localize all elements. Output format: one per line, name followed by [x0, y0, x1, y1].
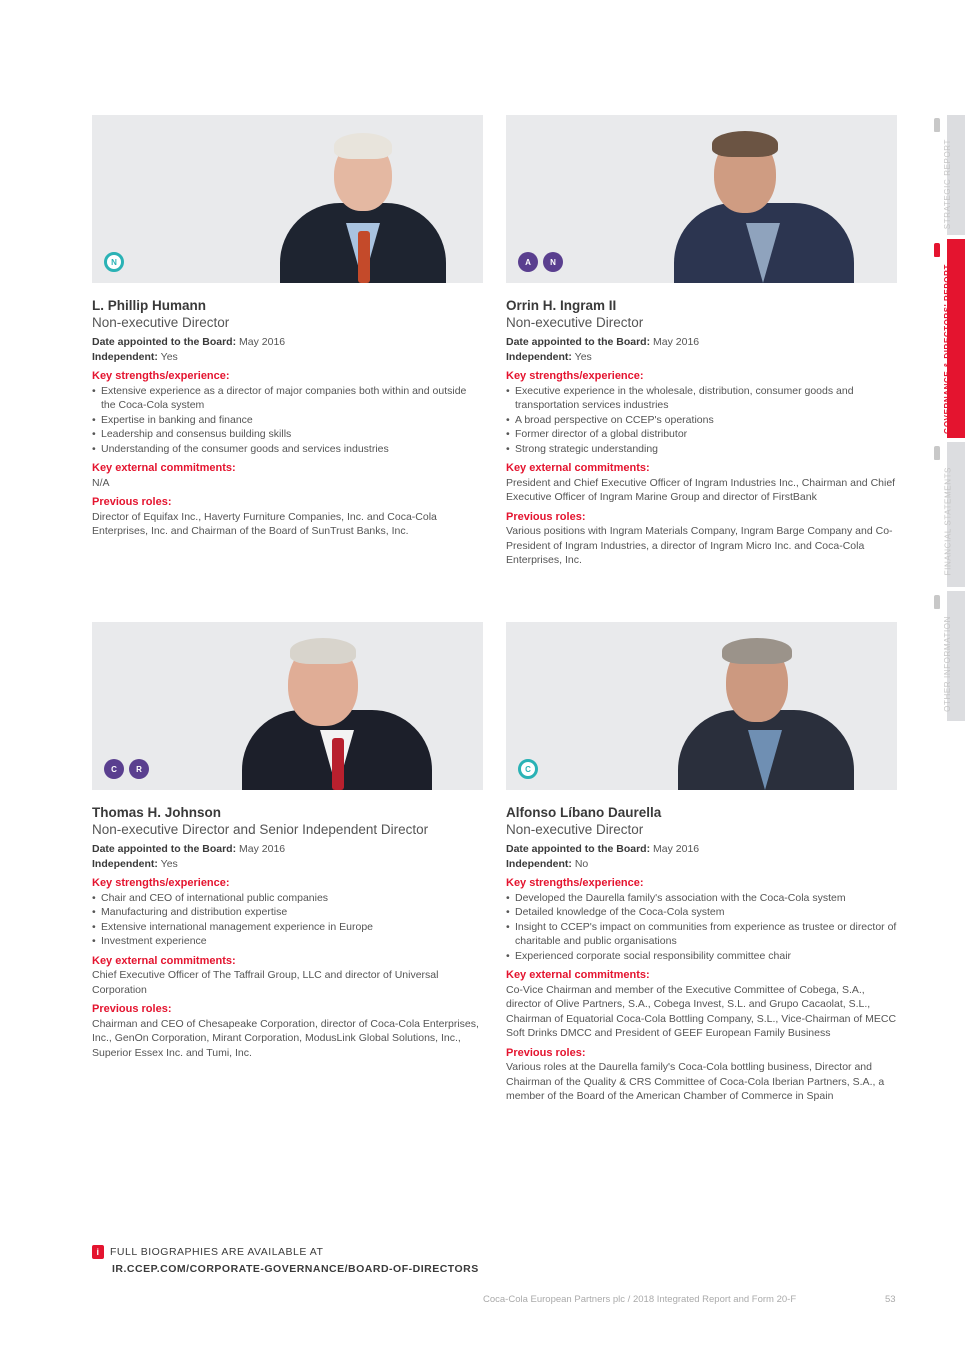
biographies-note: i FULL BIOGRAPHIES ARE AVAILABLE AT [92, 1245, 323, 1259]
director-name: Orrin H. Ingram II [506, 298, 617, 313]
date-appointed: Date appointed to the Board: May 2016 [92, 843, 286, 855]
previous-roles-heading: Previous roles: [92, 1003, 172, 1015]
director-card-ingram [506, 115, 897, 568]
director-photo [506, 622, 897, 790]
publication-title: Coca-Cola European Partners plc / 2018 Integrated Report and Form 20-F [483, 1294, 797, 1305]
commitments-text: Chief Executive Officer of The Taffrail Group, LLC and director of Universal Corporation [92, 969, 439, 996]
commitments-heading: Key external commitments: [506, 969, 650, 981]
date-appointed: Date appointed to the Board: May 2016 [92, 336, 286, 348]
list-item: • Investment experience [92, 934, 483, 949]
list-item: • Leadership and consensus building skills [92, 427, 483, 442]
strengths-heading: Key strengths/experience: [92, 370, 230, 382]
list-item: • Experienced corporate social responsibility committee chair [506, 949, 897, 964]
strengths-list [506, 891, 897, 964]
list-item: • Understanding of the consumer goods and services industries [92, 442, 483, 457]
biographies-link[interactable]: IR.CCEP.COM/CORPORATE-GOVERNANCE/BOARD-OF-DIRECTORS [112, 1263, 479, 1275]
director-name: Thomas H. Johnson [92, 805, 222, 820]
director-photo [506, 115, 897, 283]
tab-label: STRATEGIC REPORT [943, 139, 952, 230]
commitments-text: President and Chief Executive Officer of Ingram Industries Inc., Chairman and Chief Executive Officer of Ingram Marine Group and director of FirstBank [506, 476, 896, 503]
strengths-list [92, 384, 483, 457]
director-card-daurella [506, 622, 897, 1104]
page-number: 53 [885, 1294, 896, 1305]
list-item: • Former director of a global distributor [506, 427, 897, 442]
list-item: • Extensive experience as a director of major companies both within and outside the Coca-Cola system [92, 384, 483, 413]
commitments-heading: Key external commitments: [92, 954, 236, 967]
committee-badge-a: A [518, 252, 538, 272]
info-icon: i [92, 1245, 104, 1259]
strengths-heading: Key strengths/experience: [506, 877, 644, 889]
independent-status: Independent: Yes [92, 857, 178, 870]
bottle-icon [934, 243, 940, 257]
commitments-text: Co-Vice Chairman and member of the Executive Committee of Cobega, S.A., director of Olive Partners, S.A., Cobega Invest, S.L. and Grupo Cacaolat, S.L., Chairman of Equatorial Coca-Cola Bottling Company, S.L., Vice-Chairman of MECC Soft Drinks DMCC and President of GEEF European Family Business [506, 983, 897, 1039]
strengths-heading: Key strengths/experience: [506, 370, 644, 382]
director-role: Non-executive Director and Senior Independent Director [92, 822, 429, 837]
list-item: • Manufacturing and distribution expertise [92, 905, 483, 920]
tab-label: GOVERNANCE & DIRECTORS' REPORT [943, 264, 952, 434]
previous-roles-heading: Previous roles: [92, 496, 172, 508]
date-appointed: Date appointed to the Board: May 2016 [506, 843, 700, 855]
tab-label: FINANCIAL STATEMENTS [943, 467, 952, 576]
list-item: • A broad perspective on CCEP's operations [506, 413, 897, 428]
previous-roles-text: Various positions with Ingram Materials Company, Ingram Barge Company and Co-President of Ingram Industries, a director of Ingram Micro Inc. and Coca-Cola Enterprises, Inc. [506, 525, 893, 566]
previous-roles-heading: Previous roles: [506, 1046, 586, 1059]
list-item: • Detailed knowledge of the Coca-Cola system [506, 905, 897, 920]
director-role: Non-executive Director [506, 822, 644, 837]
director-card-humann [92, 115, 483, 539]
list-item: • Chair and CEO of international public companies [92, 891, 483, 906]
bottle-icon [934, 118, 940, 132]
director-name: Alfonso Líbano Daurella [506, 805, 662, 820]
list-item: • Strong strategic understanding [506, 442, 897, 457]
committee-badges [104, 252, 124, 272]
committee-badges [518, 759, 538, 779]
commitments-heading: Key external commitments: [92, 462, 236, 474]
committee-badge-n: N [104, 252, 124, 272]
independent-status: Independent: Yes [92, 350, 178, 363]
independent-status: Independent: No [506, 857, 589, 870]
committee-badge-c: C [104, 759, 124, 779]
list-item: • Extensive international management experience in Europe [92, 920, 483, 935]
previous-roles-text: Director of Equifax Inc., Haverty Furniture Companies, Inc. and Coca-Cola Enterprises, Inc. and Chairman of the Board of SunTrust Banks, Inc. [92, 510, 437, 537]
strengths-list [506, 384, 897, 457]
committee-badge-c: C [518, 759, 538, 779]
director-name: L. Phillip Humann [92, 298, 206, 313]
independent-status: Independent: Yes [506, 350, 592, 363]
date-appointed: Date appointed to the Board: May 2016 [506, 336, 700, 348]
previous-roles-text: Various roles at the Daurella family's Coca-Cola bottling business, Director and Chairman of the Quality & CRS Committee of Coca-Cola Iberian Partners, S.A., a member of the Board of the American Chamber of Commerce in Spain [506, 1061, 885, 1102]
strengths-heading: Key strengths/experience: [92, 877, 230, 889]
list-item: • Expertise in banking and finance [92, 413, 483, 428]
list-item: • Developed the Daurella family's association with the Coca-Cola system [506, 891, 897, 906]
list-item: • Executive experience in the wholesale, distribution, consumer goods and transportation services industries [506, 384, 897, 413]
bottle-icon [934, 595, 940, 609]
director-photo [92, 622, 483, 790]
previous-roles-text: Chairman and CEO of Chesapeake Corporation, director of Coca-Cola Enterprises, Inc., GenOn Corporation, Mirant Corporation, ModusLink Global Solutions, Inc., Superior Essex Inc. and Tumi, Inc. [92, 1017, 479, 1059]
list-item: • Insight to CCEP's impact on communities from experience as trustee or director of charitable and public organisations [506, 920, 897, 949]
committee-badge-n: N [543, 252, 563, 272]
tab-label: OTHER INFORMATION [943, 616, 952, 712]
director-role: Non-executive Director [92, 315, 230, 330]
previous-roles-heading: Previous roles: [506, 510, 586, 523]
bottle-icon [934, 446, 940, 460]
strengths-list [92, 891, 483, 949]
commitments-text: N/A [92, 476, 110, 489]
committee-badges [518, 252, 563, 272]
committee-badges [104, 759, 149, 779]
director-role: Non-executive Director [506, 315, 644, 330]
director-photo [92, 115, 483, 283]
commitments-heading: Key external commitments: [506, 462, 650, 474]
committee-badge-r: R [129, 759, 149, 779]
director-card-johnson [92, 622, 483, 1060]
